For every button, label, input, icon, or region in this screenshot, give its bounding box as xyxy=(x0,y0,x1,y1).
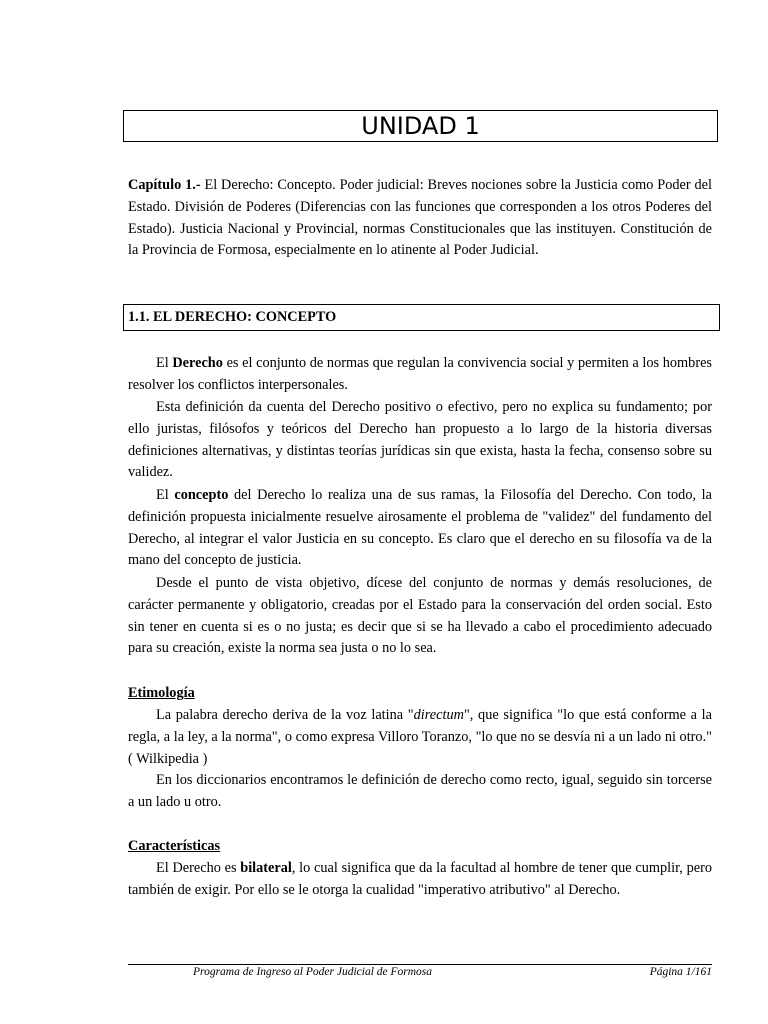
text-run: El xyxy=(156,355,173,371)
paragraph-concepto xyxy=(128,485,712,572)
text-run: es el conjunto de normas que regulan la convivencia social y permiten a los hombres resolver los conflictos interpersonales. xyxy=(128,355,712,393)
paragraph-diccionarios: En los diccionarios encontramos le definición de derecho como recto, igual, seguido sin torcerse a un lado u otro. xyxy=(128,772,712,810)
text-run: El Derecho es xyxy=(156,860,241,876)
footer-program-title: Programa de Ingreso al Poder Judicial de Formosa xyxy=(193,966,433,978)
chapter-paragraph xyxy=(128,175,712,262)
text-run: , lo cual significa que da la facultad al hombre de tener que cumplir, pero también de exigir. Por ello se le otorga la cualidad "imperativo atributivo" al Derecho. xyxy=(128,860,712,898)
footer-divider xyxy=(128,964,712,965)
text-run: La palabra derecho deriva de la voz latina " xyxy=(156,707,414,723)
text-run: ", que significa "lo que está conforme a la regla, a la ley, a la norma", o como expresa Villoro Toranzo, "lo que no se desvía ni a un lado ni otro."( Wilkipedia ) xyxy=(128,707,712,767)
paragraph-bilateral xyxy=(128,858,712,902)
footer-page-number: Página 1/161 xyxy=(649,966,712,978)
heading-etimologia: Etimología xyxy=(128,685,195,701)
paragraph-etimologia xyxy=(128,705,712,770)
paragraph-derecho-definition xyxy=(128,353,712,397)
italic-term: directum xyxy=(413,707,464,723)
bold-term: bilateral xyxy=(240,860,292,876)
chapter-label: Capítulo 1.- xyxy=(128,177,201,193)
unit-title: UNIDAD 1 xyxy=(123,110,718,142)
paragraph-objective-view: Desde el punto de vista objetivo, dícese del conjunto de normas y demás resoluciones, de carácter permanente y obligatorio, creadas por el Estado para la conservación del orden social. Esto sin tener en cuenta si es o no justa; es decir que si se ha llevado a cabo el procedimiento adecuado para su creación, existe la norma sea justa o no lo sea. xyxy=(128,575,712,657)
heading-caracteristicas: Características xyxy=(128,838,221,854)
text-run: del Derecho lo realiza una de sus ramas, la Filosofía del Derecho. Con todo, la definición propuesta inicialmente resuelve airosamente el problema de "validez" del fundamento del Derecho, al integrar el valor Justicia en su concepto. Es claro que el derecho en su filosofía va de la mano del concepto de justicia. xyxy=(128,487,712,569)
chapter-text: El Derecho: Concepto. Poder judicial: Breves nociones sobre la Justicia como Poder del Estado. División de Poderes (Diferencias con las funciones que corresponden a los otros Poderes del Estado). Justicia Nacional y Provincial, normas Constitucionales que las instituyen. Constitución de la Provincia de Formosa, especialmente en lo atinente al Poder Judicial. xyxy=(128,177,712,259)
section-title: 1.1. EL DERECHO: CONCEPTO xyxy=(123,304,720,331)
paragraph-definition-scope: Esta definición da cuenta del Derecho positivo o efectivo, pero no explica su fundamento; por ello juristas, filósofos y teóricos del Derecho han propuesto a lo largo de la historia diversas definiciones alternativas, y distintas teorías jurídicas sin que exista, hasta la fecha, consenso sobre su validez. xyxy=(128,399,712,481)
bold-term: concepto xyxy=(174,487,229,503)
text-run: El xyxy=(156,487,175,503)
bold-term: Derecho xyxy=(172,355,223,371)
